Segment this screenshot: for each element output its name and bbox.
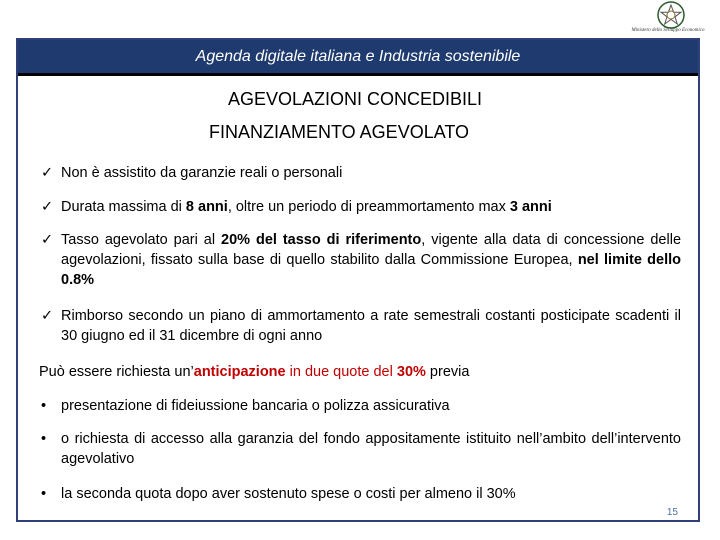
- check-item-text: Non è assistito da garanzie reali o personali: [61, 165, 343, 181]
- heading-finanziamento: FINANZIAMENTO AGEVOLATO: [209, 122, 470, 142]
- bullet-item-text: la seconda quota dopo aver sostenuto spese o costi per almeno il 30%: [61, 486, 516, 502]
- checkmark-icon: ✓: [41, 232, 54, 248]
- bullet-item-text: presentazione di fideiussione bancaria o polizza assicurativa: [61, 398, 450, 414]
- page-number: 15: [666, 507, 678, 518]
- bullet-item: [41, 484, 681, 504]
- check-item: [41, 197, 681, 217]
- bullet-item: [41, 396, 681, 416]
- slide-frame: [16, 38, 700, 522]
- ministry-name: Ministero dello Sviluppo Economico: [631, 28, 705, 33]
- checkmark-icon: ✓: [41, 199, 54, 215]
- bullet-item-text: o richiesta di accesso alla garanzia del fondo appositamente istituito nell’ambito dell’intervento agevolativo: [61, 431, 681, 467]
- banner-divider: [18, 73, 698, 76]
- check-item: [41, 163, 681, 183]
- check-item-text: Tasso agevolato pari al 20% del tasso di riferimento, vigente alla data di concessione delle agevolazioni, fissato sulla base di quello stabilito dalla Commissione Europea, nel limite dello 0.8%: [61, 232, 682, 288]
- check-item: [41, 230, 681, 290]
- bullet-dot-icon: •: [41, 398, 47, 414]
- bullet-item: [41, 429, 681, 469]
- checkmark-icon: ✓: [41, 165, 54, 181]
- check-item-text: Rimborso secondo un piano di ammortamento a rate semestrali costanti posticipate scadenti il 30 giugno ed il 31 dicembre di ogni anno: [61, 308, 681, 344]
- anticipation-paragraph: Può essere richiesta un’anticipazione in due quote del 30% previa: [39, 364, 470, 380]
- checkmark-icon: ✓: [41, 308, 54, 324]
- highlight-percent: 30%: [396, 364, 426, 380]
- check-item-text: Durata massima di 8 anni, oltre un periodo di preammortamento max 3 anni: [61, 199, 552, 215]
- banner-title: Agenda digitale italiana e Industria sostenibile: [18, 40, 698, 73]
- bullet-dot-icon: •: [41, 486, 47, 502]
- heading-agevolazioni: AGEVOLAZIONI CONCEDIBILI: [228, 89, 483, 109]
- highlight-anticipazione: anticipazione: [193, 364, 286, 380]
- check-item: [41, 306, 681, 346]
- bullet-dot-icon: •: [41, 431, 47, 447]
